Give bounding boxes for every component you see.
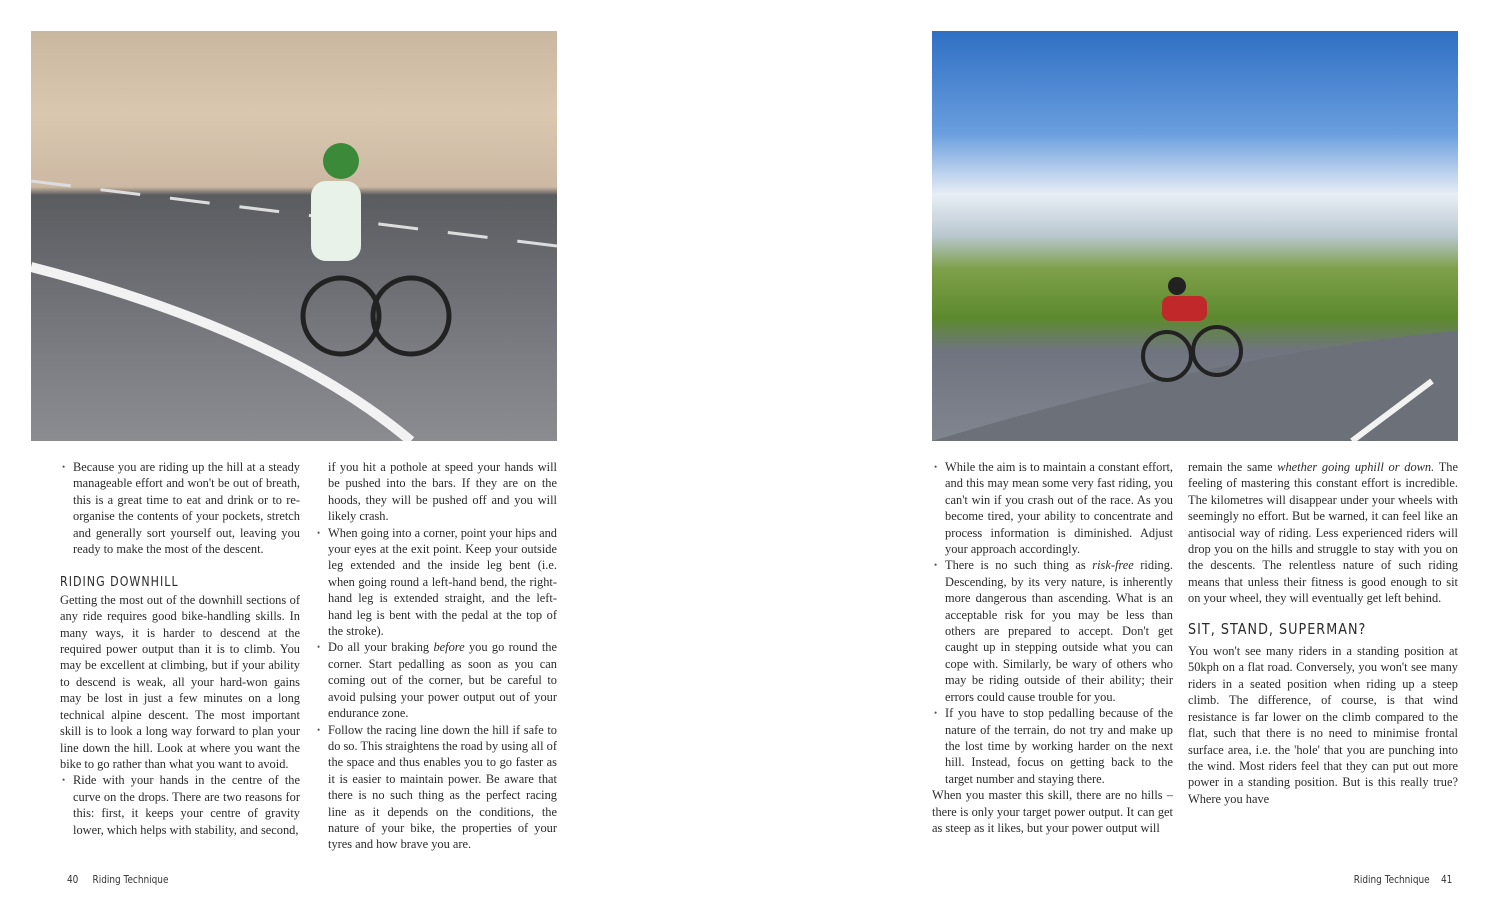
text: There is no such thing as <box>945 558 1093 573</box>
body-paragraph: Getting the most out of the downhill sections of any ride requires good bike-handling skills. In many ways, it is harder to descend at the required power output than it is to climb. You may be excellent at climbing, but if your ability to descend is weak, all your hard-won gains may be lost in just a few minutes on a long technical alpine descent. The most important skill is to look a long way forward to plan your line down the hill. Look at where you want the bike to go rather than what you want to avoid. <box>60 592 300 771</box>
emphasis: whether going uphill or down. <box>1277 460 1435 474</box>
text: remain the same <box>1188 460 1278 474</box>
running-title: Riding Technique <box>1353 874 1430 886</box>
folio-right <box>1354 874 1453 886</box>
road-lines <box>932 31 1458 441</box>
section-heading: RIDING DOWNHILL <box>60 575 179 591</box>
body-paragraph: When you master this skill, there are no hills – there is only your target power output. It can get as steep as it likes, but your power output will <box>932 788 1173 835</box>
right-column-1 <box>932 459 1173 836</box>
page-number: 41 <box>1440 874 1453 886</box>
emphasis: risk-free <box>1092 558 1134 573</box>
text: The feeling of mastering this constant effort is incredible. The kilometres will disappear under your wheels with seemingly no effort. But be warned, it can feel like an antisocial way of riding. Less experienced riders will drop you on the hills and struggle to stay with you on the descents. The relentless nature of such riding means that unless their fitness is good enough to sit on your wheel, they will eventually get left behind. <box>1188 460 1458 606</box>
emphasis: before <box>433 640 465 655</box>
folio-left <box>67 874 168 886</box>
photo-mountain-descent <box>932 31 1458 441</box>
body-paragraph <box>1188 459 1458 607</box>
left-column-2 <box>315 459 557 853</box>
bullet-item: • Ride with your hands in the centre of the curve on the drops. There are two reasons for this: first, it keeps your centre of gravity lower, which helps with stability, and second, <box>60 772 300 838</box>
left-column-1 <box>60 459 300 838</box>
text: you go round the corner. Start pedalling as soon as you can coming out of the corner, but be careful to avoid pulsing your power output out of your endurance zone. <box>328 640 557 721</box>
photo-cyclist-coastal-descent <box>31 31 557 441</box>
bullet-item <box>932 557 1173 705</box>
running-title: Riding Technique <box>92 874 169 886</box>
continued-text: if you hit a pothole at speed your hands will be pushed into the bars. If they are on the hoods, they will be pushed off and you will likely crash. <box>328 460 557 524</box>
body-paragraph: You won't see many riders in a standing position at 50kph on a flat road. Conversely, you won't see many riders in a seated position when riding up a steep climb. The difference, of course, is that wind resistance is far lower on the climb compared to the flat, such that there is no need to minimise frontal surface area, i.e. the 'hole' that you are punching into the wind. Most riders feel that they can put out more power in a standing position. But is this really true? Where you have <box>1188 644 1458 806</box>
bullet-item: • Because you are riding up the hill at a steady manageable effort and won't be out of breath, this is a great time to eat and drink or to re-organise the contents of your pockets, stretch and generally sort yourself out, leaving you ready to make the most of the descent. <box>60 459 300 557</box>
section-heading: SIT, STAND, SUPERMAN? <box>1188 619 1367 638</box>
text: Do all your braking <box>328 640 434 655</box>
page-number: 40 <box>66 874 79 886</box>
bullet-item: • When going into a corner, point your hips and your eyes at the exit point. Keep your outside leg extended and the inside leg bent (i.e. when going round a left-hand bend, the right-hand leg is extended straight, and the left-hand leg is bent with the pedal at the top of the stroke). <box>315 525 557 640</box>
bullet-item <box>315 639 557 721</box>
bullet-item: • Follow the racing line down the hill if safe to do so. This straightens the road by using all of the space and thus enables you to go faster as it is easier to maintain power. Be aware that there is no such thing as the perfect racing line as it depends on the conditions, the nature of your bike, the properties of your tyres and how brave you are. <box>315 722 557 853</box>
right-column-2 <box>1188 459 1458 807</box>
bullet-item: • While the aim is to maintain a constant effort, and this may mean some very fast riding, you can't win if you crash out of the race. As you become tired, your ability to concentrate and process information is diminished. Adjust your approach accordingly. <box>932 459 1173 557</box>
bullet-item: • If you have to stop pedalling because of the nature of the terrain, do not try and make up the lost time by working harder on the next hill. Instead, focus on getting back to the target number and staying there. <box>932 705 1173 787</box>
text: riding. Descending, by its very nature, is inherently more dangerous than ascending. What is an acceptable risk for you may be less than others are prepared to accept. Don't get caught up in stepping outside what you can cope with. Similarly, be wary of others who may be riding outside of their ability; their errors could cause trouble for you. <box>945 558 1173 704</box>
road-lines <box>31 31 557 441</box>
